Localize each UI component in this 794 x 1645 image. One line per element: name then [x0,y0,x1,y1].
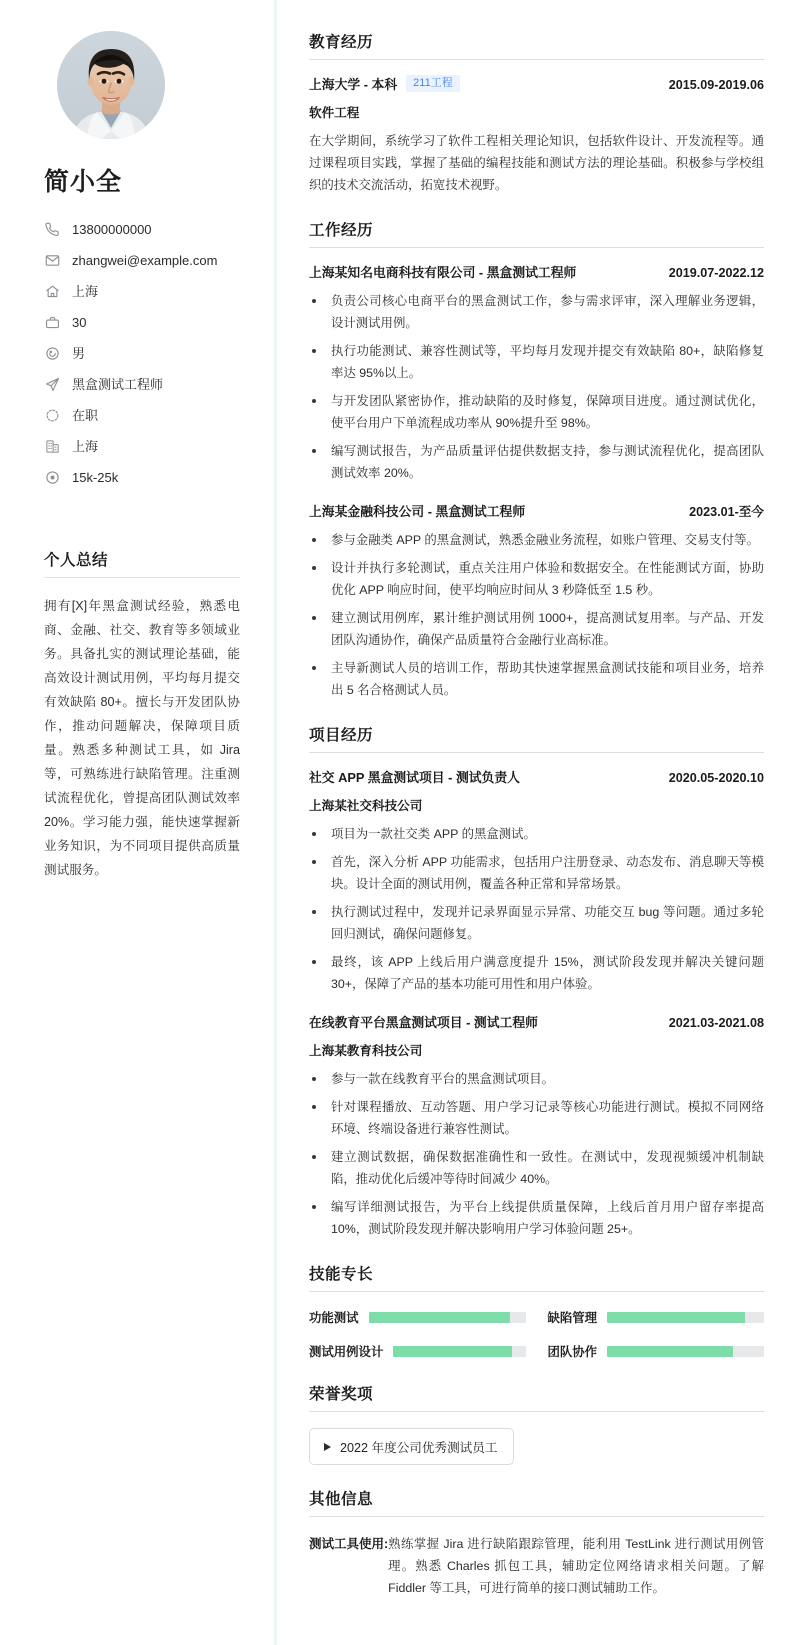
projects-section [309,723,764,1240]
list-item: 参与一款在线教育平台的黑盒测试项目。 [309,1068,764,1090]
contact-value: 13800000000 [72,221,152,237]
list-item: 针对课程播放、互动答题、用户学习记录等核心功能进行测试。模拟不同网络环境、终端设备进行兼容性测试。 [309,1096,764,1140]
project-item [309,767,764,995]
contact-item-email [44,247,248,273]
contact-value: 15k-25k [72,469,119,485]
skills-section [309,1262,764,1360]
skill-item [309,1342,526,1360]
skill-item [548,1308,765,1326]
work-item-head [309,501,764,520]
list-item: 项目为一款社交类 APP 的黑盒测试。 [309,823,764,845]
list-item: 参与金融类 APP 的黑盒测试，熟悉金融业务流程，如账户管理、交易支付等。 [309,529,764,551]
other-info-section [309,1487,764,1599]
projects-title: 项目经历 [309,727,374,744]
summary-text: 拥有[X]年黑盒测试经验，熟悉电商、金融、社交、教育等多领域业务。具备扎实的测试理论基础，能高效设计测试用例，平均每月提交有效缺陷 80+。擅长与开发团队协作，推动问题解决，保障项目质量。熟悉多种测试工具，如 Jira 等，可熟练进行缺陷管理。注重测试流程优化，曾提高团队测试效率 20%。学习能力强，能快速掌握新业务知识，为不同项目提供高质量测试服务。 [44,599,240,877]
contact-item-status [44,402,248,428]
section-divider [309,752,764,753]
section-divider [309,59,764,60]
summary-divider [44,577,240,578]
work-bullets [309,529,764,701]
project-name-role: 社交 APP 黑盒测试项目 - 测试负责人 [309,770,520,785]
education-major: 软件工程 [309,106,360,120]
skill-progress-fill [607,1312,745,1323]
project-bullets [309,823,764,995]
paper-plane-icon [44,376,61,393]
contact-item-location [44,278,248,304]
work-item-head [309,262,764,281]
contact-item-work-city [44,433,248,459]
contact-item-phone [44,216,248,242]
list-item: 设计并执行多轮测试，重点关注用户体验和数据安全。在性能测试方面，协助优化 APP 响应时间，使平均响应时间从 3 秒降低至 1.5 秒。 [309,557,764,601]
awards-title: 荣誉奖项 [309,1386,374,1403]
contact-item-age [44,309,248,335]
skill-progress-fill [393,1346,512,1357]
envelope-icon [44,252,61,269]
target-icon [44,469,61,486]
status-badge: 211工程 [406,75,460,92]
avatar [57,31,165,139]
education-description: 在大学期间，系统学习了软件工程相关理论知识，包括软件设计、开发流程等。通过课程项目实践，掌握了基础的编程技能和测试方法的理论基础。积极参与学校组织的技术交流活动，拓宽技术视野。 [309,134,764,192]
summary-section [44,548,248,882]
project-company: 上海某教育科技公司 [309,1044,423,1058]
skills-grid [309,1306,764,1360]
award-chip[interactable] [309,1428,514,1465]
work-company-role: 上海某知名电商科技有限公司 - 黑盒测试工程师 [309,265,577,280]
work-bullets [309,290,764,484]
skill-label: 团队协作 [547,1345,598,1359]
list-item: 负责公司核心电商平台的黑盒测试工作，参与需求评审，深入理解业务逻辑，设计测试用例。 [309,290,764,334]
project-item-head [309,767,764,786]
contact-item-position [44,371,248,397]
work-date: 2023.01-至今 [689,505,764,519]
section-divider [309,1516,764,1517]
contact-value: 黑盒测试工程师 [72,376,164,392]
gender-icon [44,345,61,362]
contact-value: 上海 [72,438,99,454]
list-item: 执行功能测试、兼容性测试等，平均每月发现并提交有效缺陷 80+，缺陷修复率达 95%以上。 [309,340,764,384]
contact-value: zhangwei@example.com [72,252,218,268]
sidebar [0,0,277,1645]
list-item: 首先，深入分析 APP 功能需求，包括用户注册登录、动态发布、消息聊天等模块。设计全面的测试用例，覆盖各种正常和异常场景。 [309,851,764,895]
education-school-row [309,74,460,93]
skill-label: 缺陷管理 [547,1311,598,1325]
project-item [309,1012,764,1240]
summary-title: 个人总结 [44,552,109,569]
education-title: 教育经历 [309,34,374,51]
contact-item-gender [44,340,248,366]
work-item [309,262,764,484]
skill-label: 测试用例设计 [309,1345,384,1359]
project-name-role: 在线教育平台黑盒测试项目 - 测试工程师 [309,1015,538,1030]
triangle-right-icon [324,1443,331,1451]
education-date: 2015.09-2019.06 [668,78,764,92]
list-item: 建立测试数据，确保数据准确性和一致性。在测试中，发现视频缓冲机制缺陷，推动优化后缓冲等待时间减少 40%。 [309,1146,764,1190]
skill-progress-track [607,1346,764,1357]
list-item: 编写测试报告，为产品质量评估提供数据支持，参与测试流程优化，提高团队测试效率 20%。 [309,440,764,484]
briefcase-icon [44,314,61,331]
section-divider [309,1411,764,1412]
contact-value: 上海 [72,283,99,299]
skill-progress-track [369,1312,526,1323]
list-item: 最终，该 APP 上线后用户满意度提升 15%，测试阶段发现并解决关键问题 30+，保障了产品的基本功能可用性和用户体验。 [309,951,764,995]
list-item: 执行测试过程中，发现并记录界面显示异常、功能交互 bug 等问题。通过多轮回归测试，确保问题修复。 [309,901,764,945]
refresh-icon [44,407,61,424]
project-bullets [309,1068,764,1240]
skills-title: 技能专长 [309,1266,374,1283]
work-section [309,218,764,701]
contact-value: 在职 [72,407,99,423]
education-item-head [309,74,764,93]
contact-list [44,216,248,490]
contact-value: 30 [72,314,87,330]
phone-icon [44,221,61,238]
skill-progress-fill [607,1346,733,1357]
other-info-label: 测试工具使用: [309,1537,389,1551]
home-icon [44,283,61,300]
project-date: 2021.03-2021.08 [668,1016,764,1030]
education-item [309,74,764,196]
skill-progress-track [393,1346,525,1357]
building-icon [44,438,61,455]
list-item: 建立测试用例库，累计维护测试用例 1000+，提高测试复用率。与产品、开发团队沟通协作，确保产品质量符合金融行业高标准。 [309,607,764,651]
work-company-role: 上海某金融科技公司 - 黑盒测试工程师 [309,504,526,519]
award-label: 2022 年度公司优秀测试员工 [340,1441,498,1455]
list-item: 主导新测试人员的培训工作，帮助其快速掌握黑盒测试技能和项目业务，培养出 5 名合格测试人员。 [309,657,764,701]
project-company: 上海某社交科技公司 [309,799,423,813]
skill-item [548,1342,765,1360]
education-section [309,30,764,196]
awards-section [309,1382,764,1465]
education-school: 上海大学 - 本科 [309,77,398,92]
skill-progress-track [607,1312,764,1323]
list-item: 编写详细测试报告，为平台上线提供质量保障，上线后首月用户留存率提高 10%，测试阶段发现并解决影响用户学习体验问题 25+。 [309,1196,764,1240]
skill-label: 功能测试 [309,1311,359,1325]
section-divider [309,247,764,248]
work-item [309,501,764,701]
project-item-head [309,1012,764,1031]
skill-item [309,1308,526,1326]
section-divider [309,1291,764,1292]
work-title: 工作经历 [309,222,374,239]
project-date: 2020.05-2020.10 [668,771,764,785]
contact-value: 男 [72,345,86,361]
list-item: 与开发团队紧密协作，推动缺陷的及时修复，保障项目进度。通过测试优化，使平台用户下单流程成功率从 90%提升至 98%。 [309,390,764,434]
skill-progress-fill [369,1312,510,1323]
avatar-photo [57,31,165,139]
main-content [277,0,794,1645]
page-title: 简小全 [44,168,123,196]
work-date: 2019.07-2022.12 [668,266,764,280]
other-info-title: 其他信息 [309,1491,374,1508]
contact-item-salary [44,464,248,490]
award-list [309,1426,764,1465]
other-info-value: 熟练掌握 Jira 进行缺陷跟踪管理，能利用 TestLink 进行测试用例管理。熟悉 Charles 抓包工具，辅助定位网络请求相关问题。了解 Fiddler 等工具，可进行简单的接口测试辅助工作。 [388,1537,764,1595]
other-info-item [309,1531,764,1599]
